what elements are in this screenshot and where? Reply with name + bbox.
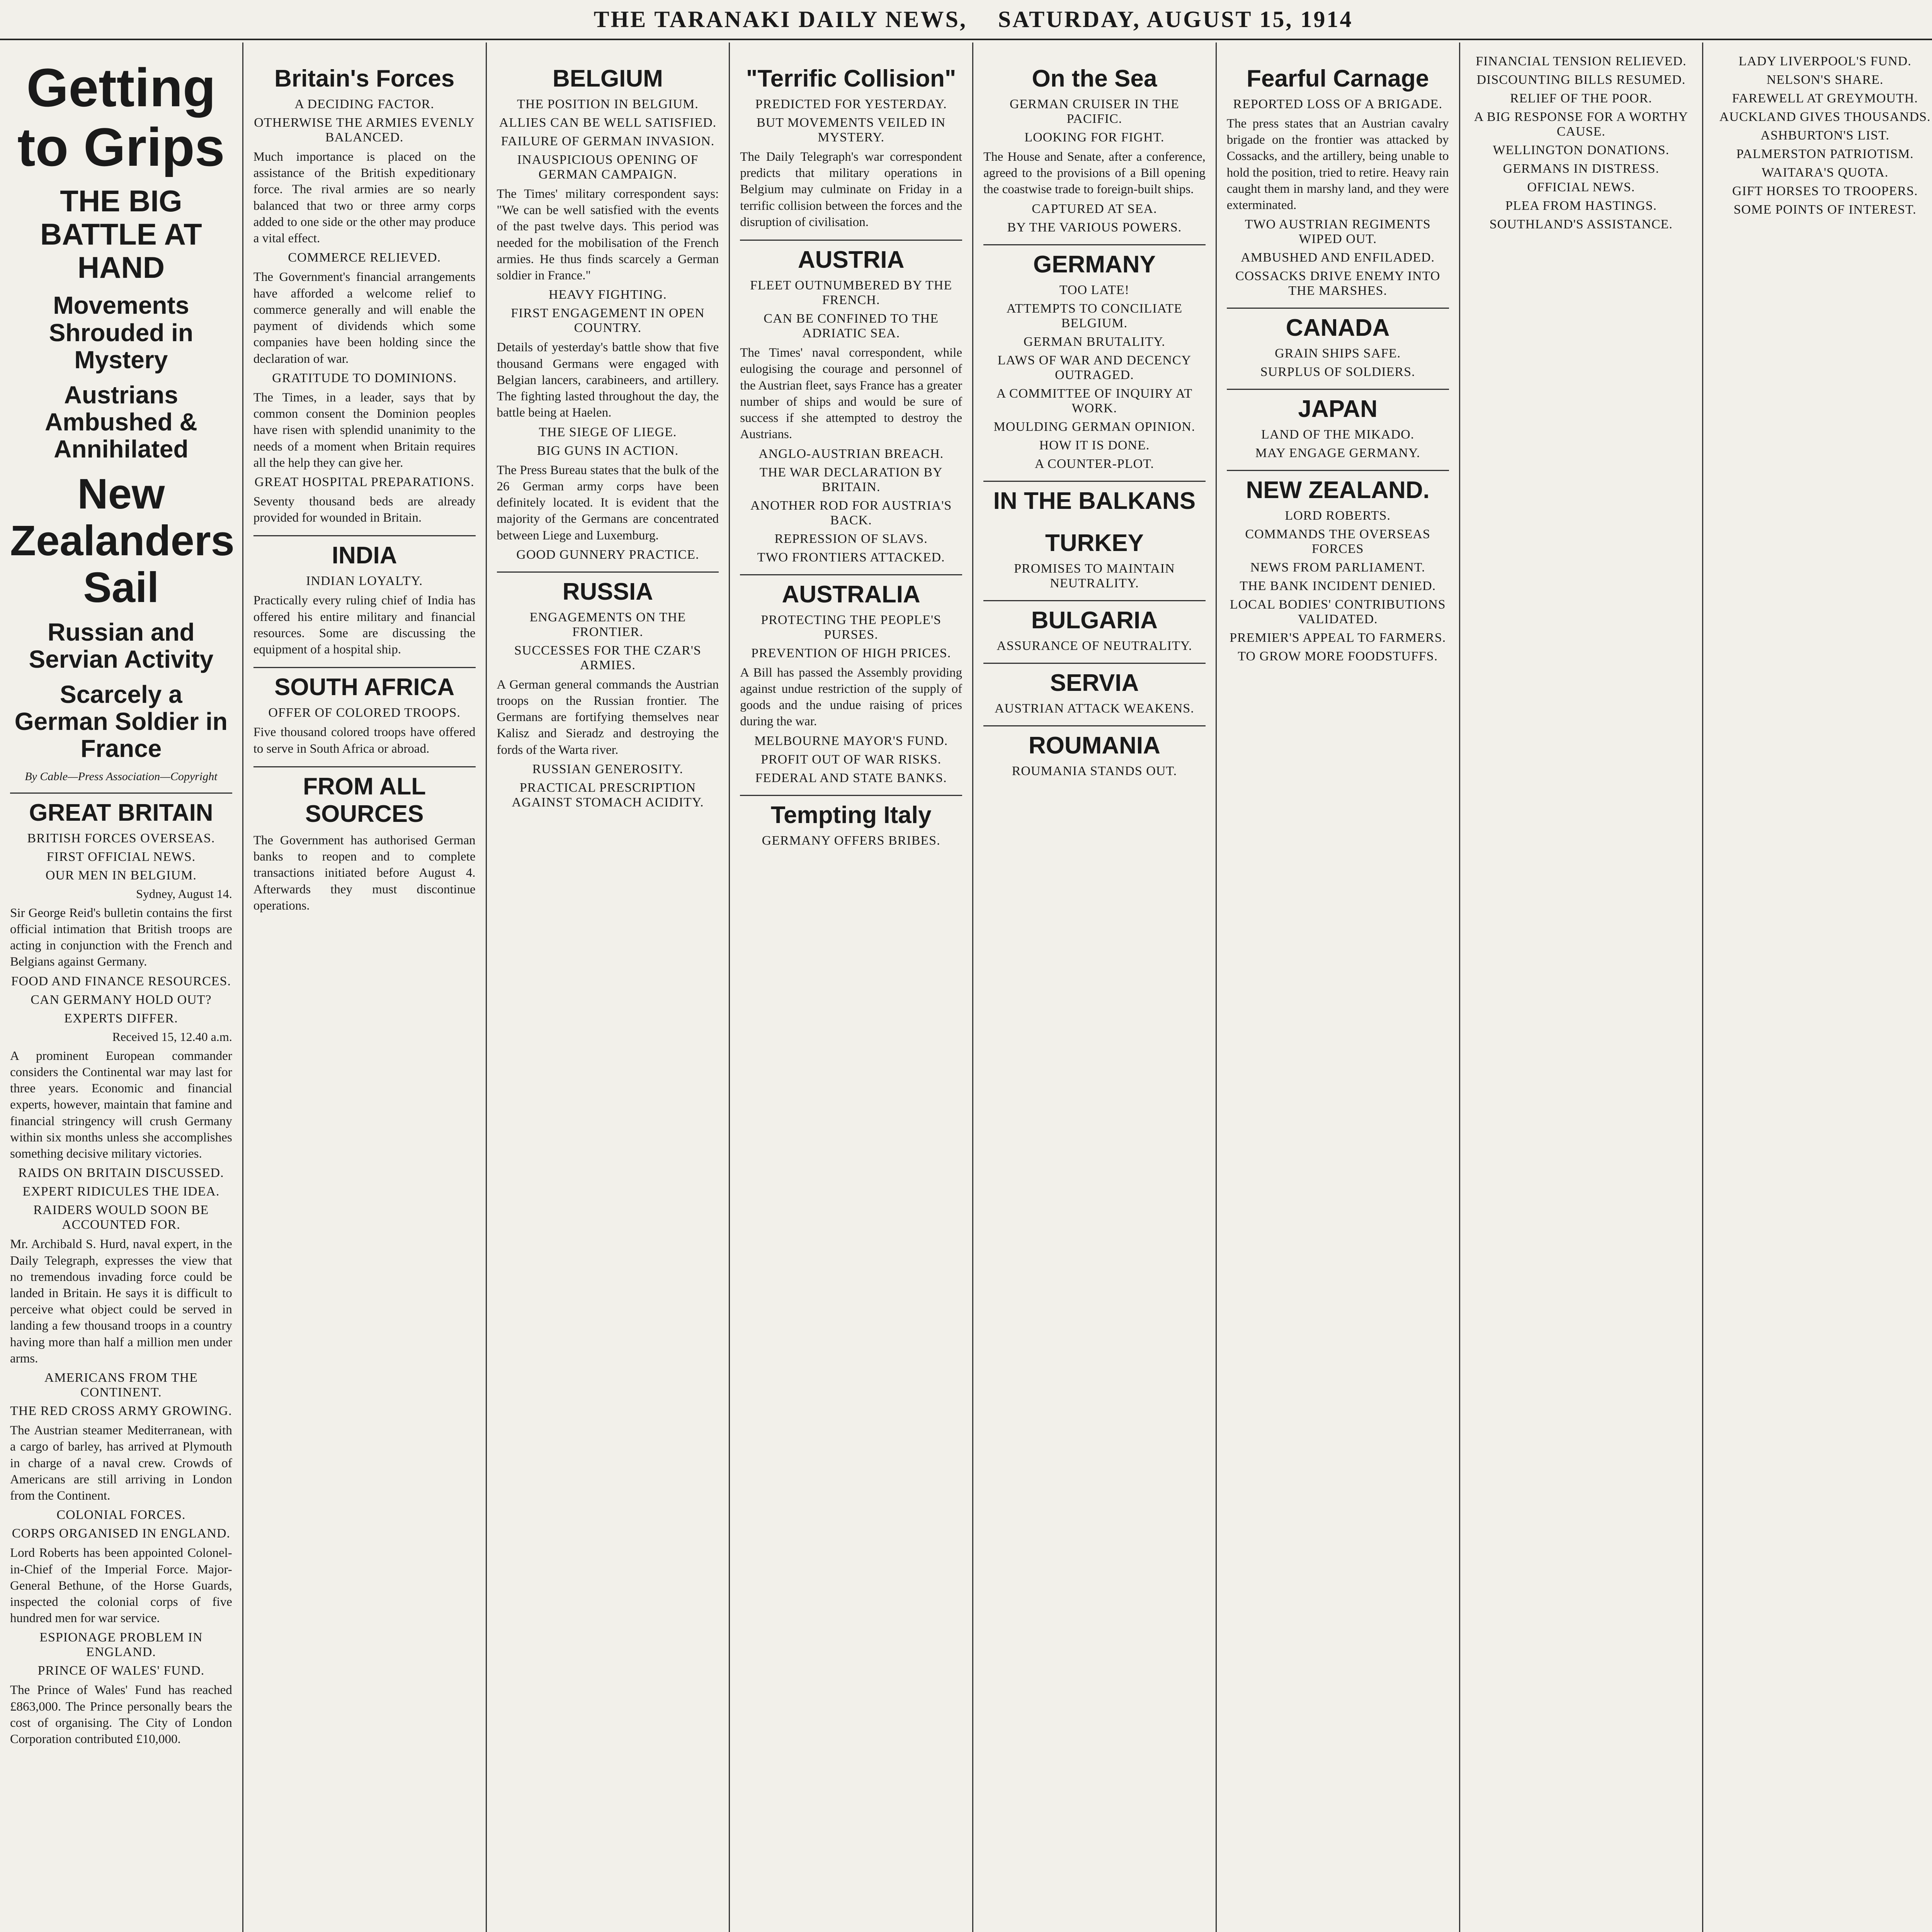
subheading: COLONIAL FORCES. <box>56 1508 186 1522</box>
section-heading: BELGIUM <box>552 65 663 92</box>
subheading: ROUMANIA STANDS OUT. <box>1012 764 1177 778</box>
subheading: CAN BE CONFINED TO THE ADRIATIC SEA. <box>764 311 939 341</box>
column-2 <box>243 43 487 1932</box>
subheading: A COUNTER-PLOT. <box>1034 456 1154 471</box>
section-heading: TURKEY <box>1045 529 1144 556</box>
subheading: GRATITUDE TO DOMINIONS. <box>272 371 457 385</box>
subheading: THE BANK INCIDENT DENIED. <box>1240 579 1436 594</box>
section-heading: On the Sea <box>1032 65 1157 92</box>
headline-6: Russian and Servian Activity <box>29 618 214 673</box>
subheading: SURPLUS OF SOLDIERS. <box>1260 365 1415 379</box>
section-heading: SERVIA <box>983 663 1206 697</box>
subheading: ENGAGEMENTS ON THE FRONTIER. <box>529 610 686 639</box>
subheading: COMMANDS THE OVERSEAS FORCES <box>1245 527 1430 556</box>
subheading: PROMISES TO MAINTAIN NEUTRALITY. <box>1014 561 1175 590</box>
subheading: RAIDS ON BRITAIN DISCUSSED. <box>18 1166 224 1180</box>
article-body: Practically every ruling chief of India has offered his entire military and financial resources. Some are discussing the equipment of a hospital ship. <box>253 594 476 657</box>
headline-2: THE BIG BATTLE AT HAND <box>40 184 202 284</box>
subheading: LOCAL BODIES' CONTRIBUTIONS VALIDATED. <box>1230 597 1446 627</box>
subheading: FEDERAL AND STATE BANKS. <box>755 770 947 785</box>
subheading: HEAVY FIGHTING. <box>548 287 667 302</box>
subheading: BY THE VARIOUS POWERS. <box>1007 220 1182 235</box>
subheading: PREVENTION OF HIGH PRICES. <box>751 646 951 660</box>
article-body: The Times' military correspondent says: "We can be well satisfied with the events of the past twelve days. This period was needed for the mobilisation of the French armies. He thus finds scarcely a German soldier in France." <box>497 187 719 283</box>
subheading: CORPS ORGANISED IN ENGLAND. <box>12 1526 231 1541</box>
subheading: GERMANS IN DISTRESS. <box>1503 162 1660 176</box>
headline-5: New Zealanders Sail <box>10 470 235 611</box>
subheading: ESPIONAGE PROBLEM IN ENGLAND. <box>39 1630 203 1660</box>
subheading: PREMIER'S APPEAL TO FARMERS. <box>1230 631 1446 645</box>
subheading: RELIEF OF THE POOR. <box>1510 91 1652 105</box>
section-heading: JAPAN <box>1227 389 1449 423</box>
subheading: NELSON'S SHARE. <box>1766 73 1884 87</box>
section-heading: IN THE BALKANS <box>983 481 1206 515</box>
subheading: FAILURE OF GERMAN INVASION. <box>501 134 715 148</box>
subheading: EXPERT RIDICULES THE IDEA. <box>22 1184 220 1199</box>
article-body: The Government has authorised German banks to reopen and to complete transactions initiated before August 4. Afterwards they must discontinue operations. <box>253 833 476 913</box>
section-heading: BULGARIA <box>983 600 1206 634</box>
subheading: CAN GERMANY HOLD OUT? <box>31 992 212 1007</box>
article-body: A Bill has passed the Assembly providing against undue restriction of the supply of goods and the undue raising of prices during the war. <box>740 665 962 729</box>
subheading: INDIAN LOYALTY. <box>306 574 423 588</box>
article-body: Five thousand colored troops have offered to serve in South Africa or abroad. <box>253 725 476 756</box>
headline-4: Austrians Ambushed & Annihilated <box>45 381 197 463</box>
masthead-title: THE TARANAKI DAILY NEWS, <box>594 6 967 32</box>
article-body: Mr. Archibald S. Hurd, naval expert, in the Daily Telegraph, expresses the view that no tremendous invading force could be landed in Britain. He says it is difficult to perceive what object could be served in landing a few thousand troops in a country having more than half a million men under arms. <box>10 1237 232 1366</box>
section-heading: Britain's Forces <box>274 65 455 92</box>
subheading: OTHERWISE THE ARMIES EVENLY BALANCED. <box>254 116 475 145</box>
subheading: LAWS OF WAR AND DECENCY OUTRAGED. <box>997 353 1192 382</box>
section-heading: GREAT BRITAIN <box>10 793 232 827</box>
dateline: Received 15, 12.40 a.m. <box>112 1029 232 1044</box>
subheading: THE RED CROSS ARMY GROWING. <box>10 1404 232 1418</box>
subheading: FAREWELL AT GREYMOUTH. <box>1732 91 1918 105</box>
section-heading: INDIA <box>253 535 476 569</box>
subheading: COMMERCE RELIEVED. <box>288 250 441 265</box>
article-body: The House and Senate, after a conference, agreed to the provisions of a Bill opening the coastwise trade to foreign-built ships. <box>983 150 1206 197</box>
section-heading: FROM ALL SOURCES <box>253 766 476 828</box>
subheading: GERMAN BRUTALITY. <box>1023 334 1165 349</box>
subheading: PROFIT OUT OF WAR RISKS. <box>761 752 942 767</box>
subheading: RAIDERS WOULD SOON BE ACCOUNTED FOR. <box>33 1203 209 1232</box>
column-7 <box>1460 43 1704 1932</box>
article-body: The Press Bureau states that the bulk of the 26 German army corps have been definitely located. It is evident that the majority of the Germans are concentrated between Liege and Luxemburg. <box>497 463 719 543</box>
subheading: EXPERTS DIFFER. <box>64 1011 178 1026</box>
section-heading: RUSSIA <box>497 571 719 605</box>
section-heading: AUSTRIA <box>740 240 962 274</box>
subheading: ASHBURTON'S LIST. <box>1760 128 1889 143</box>
column-4 <box>730 43 973 1932</box>
subheading: TOO LATE! <box>1059 282 1129 297</box>
subheading: WELLINGTON DONATIONS. <box>1493 143 1670 157</box>
subheading: SUCCESSES FOR THE CZAR'S ARMIES. <box>514 643 701 672</box>
subheading: HOW IT IS DONE. <box>1039 438 1150 452</box>
subheading: GIFT HORSES TO TROOPERS. <box>1732 184 1918 198</box>
subheading: AUCKLAND GIVES THOUSANDS. <box>1719 110 1931 124</box>
subheading: GERMAN CRUISER IN THE PACIFIC. <box>1009 97 1179 126</box>
article-body: The Austrian steamer Mediterranean, with a cargo of barley, has arrived at Plymouth in charge of a naval crew. Crowds of Americans are still arriving in London from the Continent. <box>10 1423 232 1503</box>
subheading: OFFICIAL NEWS. <box>1527 180 1635 194</box>
subheading: MAY ENGAGE GERMANY. <box>1255 446 1420 461</box>
subheading: A DECIDING FACTOR. <box>294 97 434 111</box>
subheading: ANGLO-AUSTRIAN BREACH. <box>759 446 944 461</box>
subheading: SOME POINTS OF INTEREST. <box>1733 202 1917 217</box>
subheading: DISCOUNTING BILLS RESUMED. <box>1476 73 1686 87</box>
article-body: Seventy thousand beds are already provided for wounded in Britain. <box>253 494 476 525</box>
headline-7: Scarcely a German Soldier in France <box>14 680 228 763</box>
subheading: MELBOURNE MAYOR'S FUND. <box>754 733 948 748</box>
section-heading: AUSTRALIA <box>740 574 962 608</box>
headline-3: Movements Shrouded in Mystery <box>49 291 194 374</box>
subheading: WAITARA'S QUOTA. <box>1761 165 1889 180</box>
subheading: GREAT HOSPITAL PREPARATIONS. <box>254 474 474 489</box>
article-body: The Times' naval correspondent, while eulogising the courage and personnel of the Austrian fleet, says France has a greater number of ships and would be sure of success if she attempted to destroy the Austrians. <box>740 346 962 442</box>
subheading: LOOKING FOR FIGHT. <box>1024 130 1165 145</box>
subheading: AUSTRIAN ATTACK WEAKENS. <box>995 701 1194 716</box>
article-body: The Times, in a leader, says that by common consent the Dominion peoples have risen with splendid unanimity to the needs of a moment when Britain requires all the help they can give her. <box>253 390 476 470</box>
subheading: BIG GUNS IN ACTION. <box>537 443 679 458</box>
subheading: BRITISH FORCES OVERSEAS. <box>27 831 215 845</box>
subheading: GERMANY OFFERS BRIBES. <box>762 833 940 848</box>
dateline: Sydney, August 14. <box>136 886 232 901</box>
subheading: SOUTHLAND'S ASSISTANCE. <box>1489 217 1673 231</box>
article-body: Sir George Reid's bulletin contains the first official intimation that British troops are acting in conjunction with the French and Belgians against Germany. <box>10 906 232 969</box>
column-3 <box>487 43 730 1932</box>
subheading: FLEET OUTNUMBERED BY THE FRENCH. <box>750 278 952 308</box>
subheading: OFFER OF COLORED TROOPS. <box>268 706 461 720</box>
subheading: FIRST ENGAGEMENT IN OPEN COUNTRY. <box>511 306 705 335</box>
subheading: AMBUSHED AND ENFILADED. <box>1241 250 1435 265</box>
subheading: PRINCE OF WALES' FUND. <box>37 1663 205 1678</box>
article-body: The press states that an Austrian cavalry brigade on the frontier was attacked by Cossacks, and the artillery, being unable to hold the position, tried to retire. Heavy rain caught them in marshy land, and they were exterminated. <box>1226 117 1449 213</box>
credit-line: By Cable—Press Association—Copyright <box>25 770 218 783</box>
subheading: TWO FRONTIERS ATTACKED. <box>757 550 945 565</box>
subheading: FOOD AND FINANCE RESOURCES. <box>11 974 231 988</box>
subheading: TO GROW MORE FOODSTUFFS. <box>1238 649 1438 664</box>
column-5 <box>973 43 1217 1932</box>
subheading: A COMMITTEE OF INQUIRY AT WORK. <box>996 386 1193 415</box>
column-1 <box>0 43 243 1932</box>
section-heading: NEW ZEALAND. <box>1227 470 1449 504</box>
subheading: ALLIES CAN BE WELL SATISFIED. <box>499 116 717 130</box>
subheading: FIRST OFFICIAL NEWS. <box>46 849 196 864</box>
subheading: ASSURANCE OF NEUTRALITY. <box>997 638 1192 653</box>
subheading: LAND OF THE MIKADO. <box>1261 427 1415 442</box>
subheading: PREDICTED FOR YESTERDAY. <box>755 97 947 111</box>
subheading: MOULDING GERMAN OPINION. <box>993 419 1196 434</box>
article-body: Lord Roberts has been appointed Colonel-in-Chief of the Imperial Force. Major-General Bethune, of the Horse Guards, inspected the colonial corps of five hundred men for war service. <box>10 1546 232 1626</box>
section-heading: ROUMANIA <box>983 725 1206 759</box>
subheading: CAPTURED AT SEA. <box>1032 201 1157 216</box>
article-body: The Government's financial arrangements have afforded a welcome relief to commerce generally and will enable the payment of dividends which some companies have been holding since the declaration of war. <box>253 270 476 366</box>
section-heading: Tempting Italy <box>740 795 962 829</box>
subheading: PALMERSTON PATRIOTISM. <box>1736 147 1914 161</box>
subheading: COSSACKS DRIVE ENEMY INTO THE MARSHES. <box>1235 269 1440 298</box>
article-body: The Prince of Wales' Fund has reached £863,000. The Prince personally bears the cost of organising. The City of London Corporation contributed £10,000. <box>10 1683 232 1747</box>
subheading: RUSSIAN GENEROSITY. <box>532 762 684 776</box>
masthead-date: SATURDAY, AUGUST 15, 1914 <box>998 6 1353 32</box>
subheading: BUT MOVEMENTS VEILED IN MYSTERY. <box>757 116 946 145</box>
article-body: A German general commands the Austrian troops on the Russian frontier. The Germans are fortifying themselves near Kalisz and Sieradz and destroying the fords of the Warta river. <box>497 677 719 757</box>
subheading: A BIG RESPONSE FOR A WORTHY CAUSE. <box>1474 110 1688 139</box>
subheading: ATTEMPTS TO CONCILIATE BELGIUM. <box>1006 301 1182 330</box>
subheading: OUR MEN IN BELGIUM. <box>45 868 197 883</box>
subheading: TWO AUSTRIAN REGIMENTS WIPED OUT. <box>1245 217 1431 247</box>
subheading: LORD ROBERTS. <box>1285 509 1391 523</box>
subheading: PLEA FROM HASTINGS. <box>1505 199 1657 213</box>
subheading: PRACTICAL PRESCRIPTION AGAINST STOMACH ACIDITY. <box>512 780 704 810</box>
subheading: AMERICANS FROM THE CONTINENT. <box>44 1371 198 1400</box>
column-8 <box>1703 43 1932 1932</box>
article-body: Details of yesterday's battle show that five thousand Germans were engaged with Belgian lancers, carabineers, and artillery. The fighting lasted throughout the day, the battle being at Haelen. <box>497 340 719 420</box>
section-heading: Fearful Carnage <box>1247 65 1429 92</box>
subheading: NEWS FROM PARLIAMENT. <box>1250 560 1425 575</box>
subheading: FINANCIAL TENSION RELIEVED. <box>1476 54 1687 68</box>
subheading: GOOD GUNNERY PRACTICE. <box>516 547 699 562</box>
article-body: A prominent European commander considers the Continental war may last for three years. Economic and financial experts, however, maintain that famine and financial stringency will crush Germany within six months unless she accomplishes something decisive military victories. <box>10 1049 232 1161</box>
subheading: ANOTHER ROD FOR AUSTRIA'S BACK. <box>750 498 952 527</box>
section-heading: CANADA <box>1227 308 1449 342</box>
column-6 <box>1217 43 1460 1932</box>
subheading: REPORTED LOSS OF A BRIGADE. <box>1233 97 1442 111</box>
section-heading: GERMANY <box>983 244 1206 278</box>
article-body: Much importance is placed on the assistance of the British expeditionary force. The rival armies are so nearly balanced that two or three army corps added to one side or the other may produce a vital effect. <box>253 150 476 246</box>
section-heading: "Terrific Collision" <box>746 65 956 92</box>
subheading: THE POSITION IN BELGIUM. <box>517 97 699 111</box>
subheading: THE WAR DECLARATION BY BRITAIN. <box>759 465 943 494</box>
subheading: REPRESSION OF SLAVS. <box>774 531 928 546</box>
section-heading: SOUTH AFRICA <box>253 667 476 701</box>
subheading: THE SIEGE OF LIEGE. <box>539 425 677 439</box>
article-body: The Daily Telegraph's war correspondent predicts that military operations in Belgium may culminate on Friday in a terrific collision between the forces and the disruption of civilisation. <box>740 150 962 229</box>
subheading: PROTECTING THE PEOPLE'S PURSES. <box>761 612 941 642</box>
main-headline: Getting to Grips <box>17 57 225 177</box>
subheading: INAUSPICIOUS OPENING OF GERMAN CAMPAIGN. <box>517 153 699 182</box>
columns <box>0 43 1932 1932</box>
subheading: LADY LIVERPOOL'S FUND. <box>1738 54 1912 68</box>
subheading: GRAIN SHIPS SAFE. <box>1275 346 1401 361</box>
masthead <box>0 0 1932 40</box>
